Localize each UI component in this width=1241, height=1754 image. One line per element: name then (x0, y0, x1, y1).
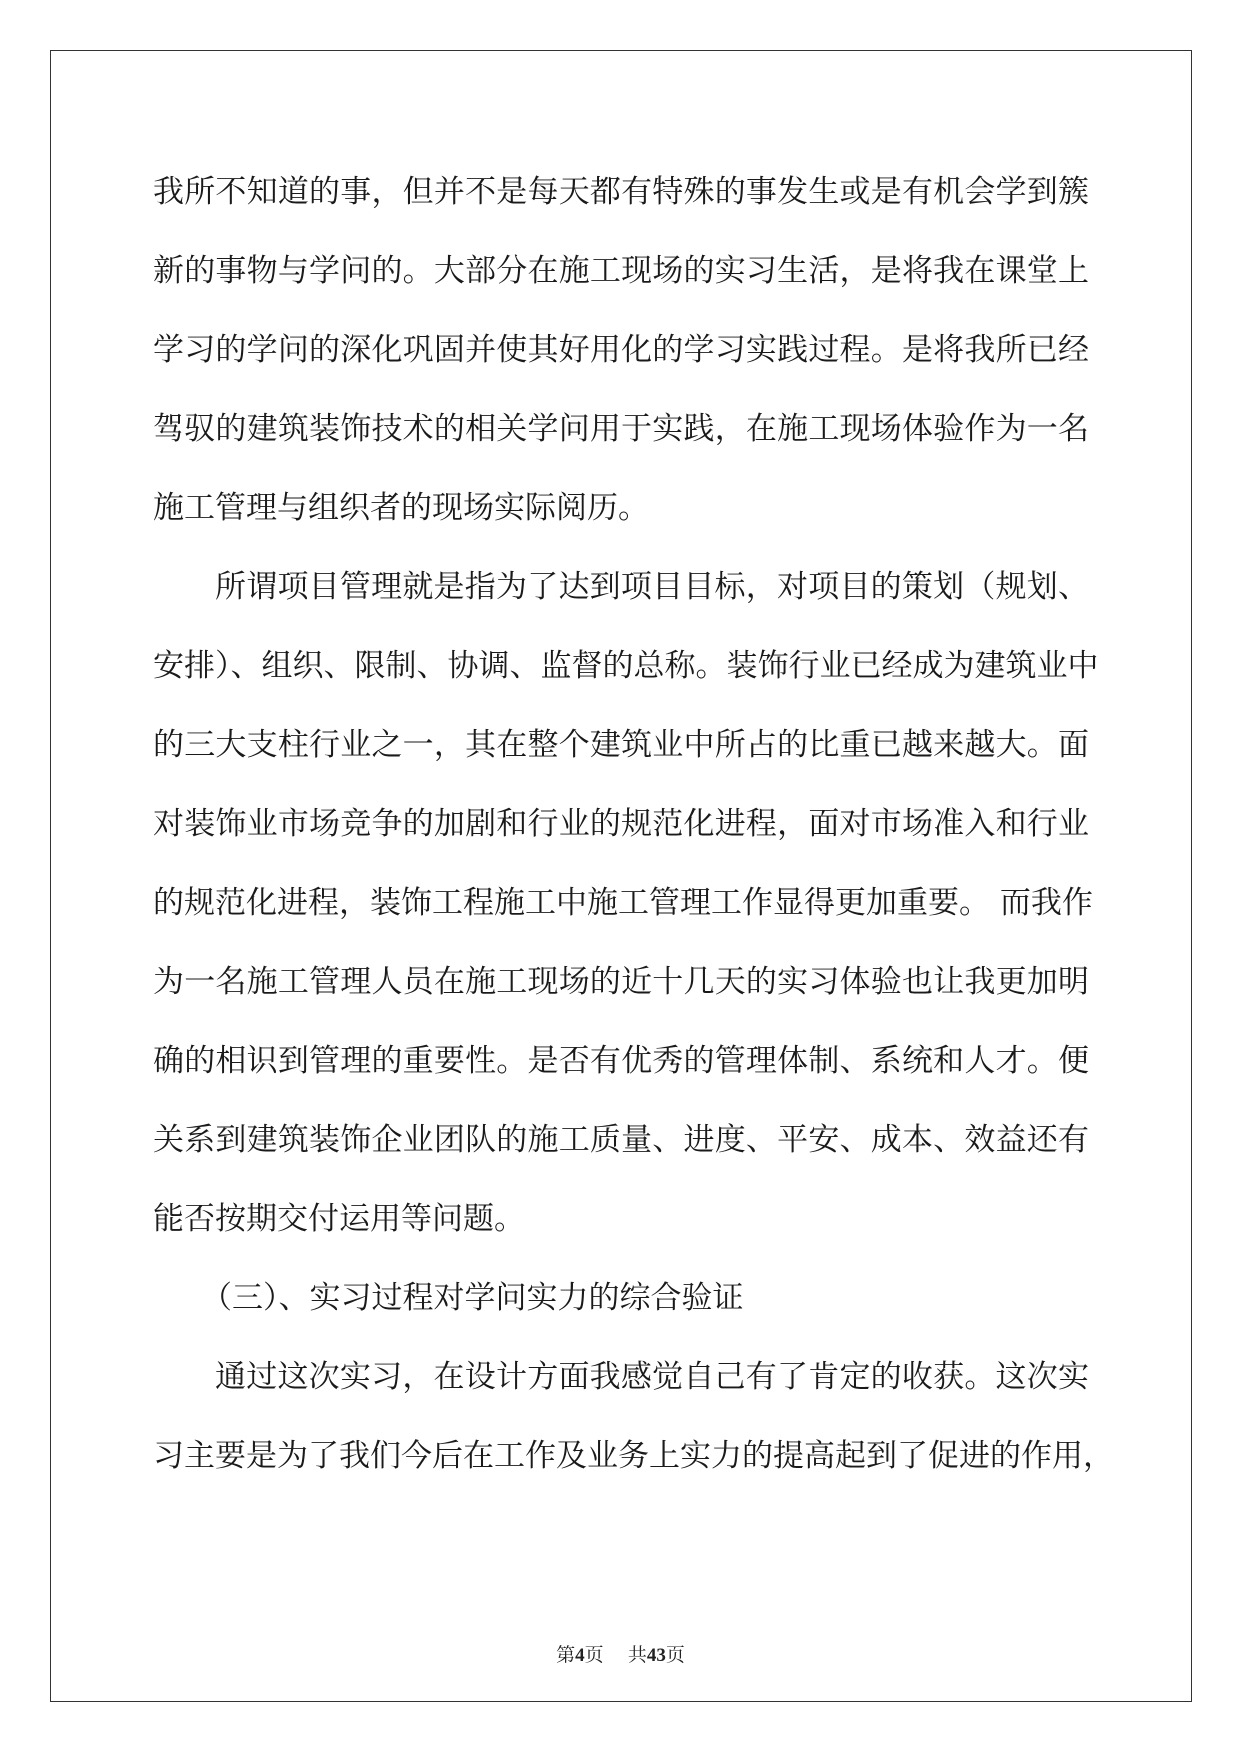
page-number: 4 (575, 1645, 585, 1666)
footer-total-prefix: 共 (627, 1644, 647, 1666)
total-pages: 43 (646, 1645, 666, 1666)
text-line: 施工管理与组织者的现场实际阅历。 (153, 490, 649, 526)
footer-prefix: 第 (556, 1644, 576, 1666)
document-body (153, 162, 1114, 1505)
text-line: 能否按期交付运用等问题。 (153, 1201, 525, 1237)
text-line: 习主要是为了我们今后在工作及业务上实力的提高起到了促进的作用， (153, 1438, 1114, 1474)
text-line: 为一名施工管理人员在施工现场的近十几天的实习体验也让我更加明 (153, 964, 1089, 1000)
text-line: 学习的学问的深化巩固并使其好用化的学习实践过程。是将我所已经 (153, 332, 1089, 368)
text-line: 安排）、组织、限制、协调、监督的总称。装饰行业已经成为建筑业中 (153, 648, 1099, 684)
text-line: 的三大支柱行业之一，其在整个建筑业中所占的比重已越来越大。面 (153, 727, 1089, 763)
text-line: 所谓项目管理就是指为了达到项目目标，对项目的策划（规划、 (215, 569, 1089, 605)
text-line: 通过这次实习，在设计方面我感觉自己有了肯定的收获。这次实 (215, 1359, 1089, 1395)
text-line: 对装饰业市场竞争的加剧和行业的规范化进程，面对市场准入和行业 (153, 806, 1089, 842)
text-line: 关系到建筑装饰企业团队的施工质量、进度、平安、成本、效益还有 (153, 1122, 1089, 1158)
footer-page-suffix: 页 (584, 1644, 604, 1666)
text-line: 新的事物与学问的。大部分在施工现场的实习生活，是将我在课堂上 (153, 253, 1089, 289)
text-line: 我所不知道的事，但并不是每天都有特殊的事发生或是有机会学到簇 (153, 174, 1089, 210)
footer-total-suffix: 页 (665, 1644, 685, 1666)
page-footer (0, 1640, 1241, 1667)
text-line: 确的相识到管理的重要性。是否有优秀的管理体制、系统和人才。便 (153, 1043, 1089, 1079)
text-line: 的规范化进程，装饰工程施工中施工管理工作显得更加重要。 而我作 (153, 885, 1093, 921)
text-line: 驾驭的建筑装饰技术的相关学问用于实践，在施工现场体验作为一名 (153, 411, 1089, 447)
section-heading: （三）、实习过程对学问实力的综合验证 (201, 1280, 744, 1316)
